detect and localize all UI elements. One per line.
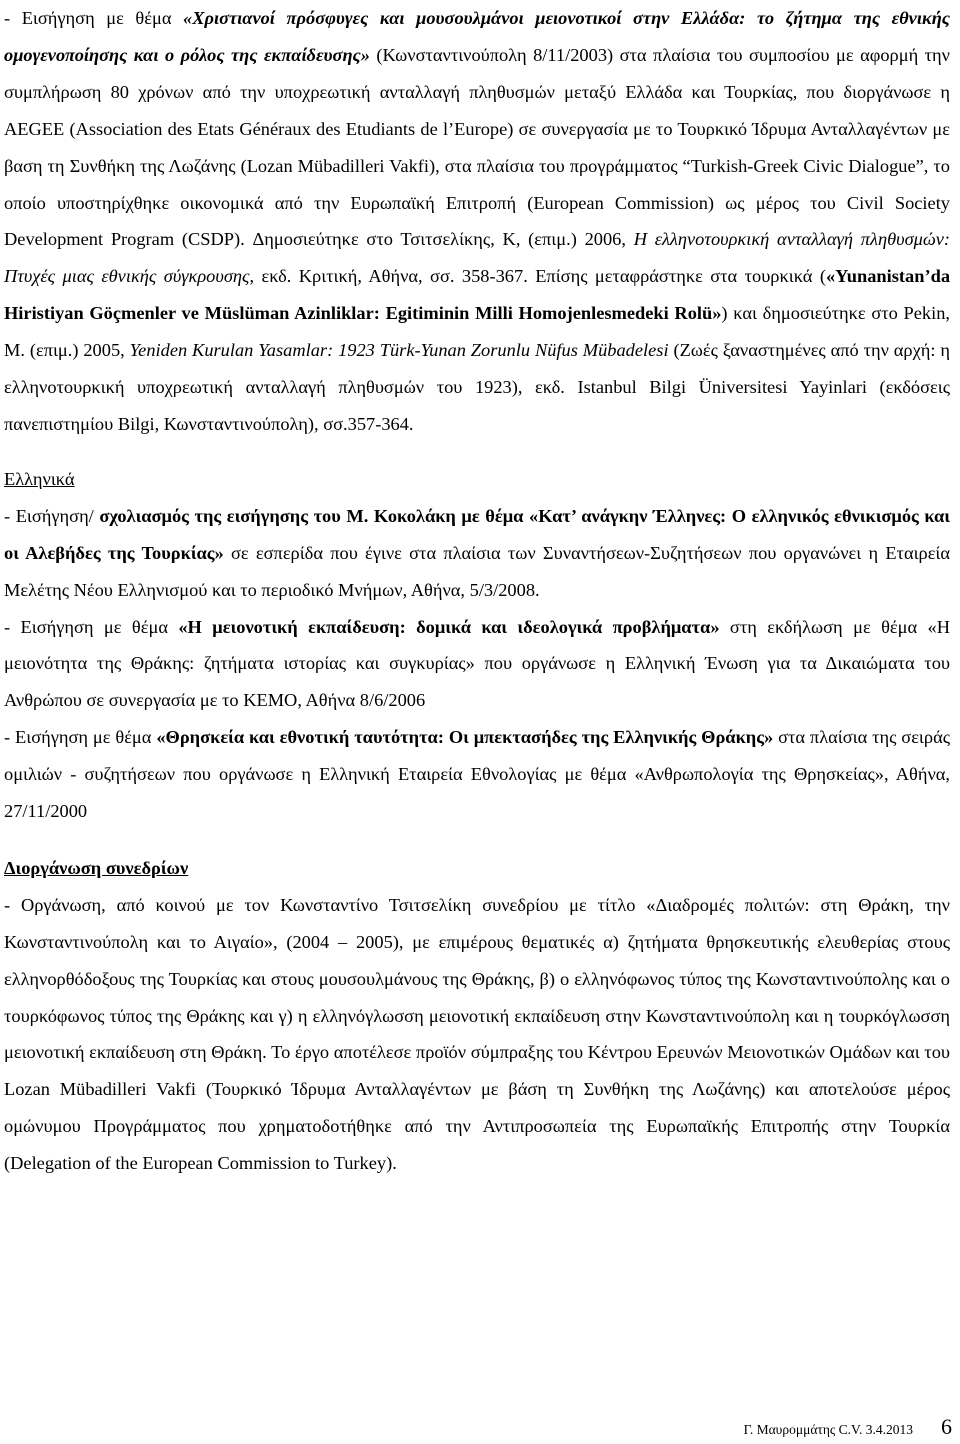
talk-title: «Χριστιανοί πρόσφυγες και μουσουλμάνοι μειονοτικοί στην Ελλάδα: το ζήτημα της εθνικής ομογενοποίησης και ο ρόλος της εκπαίδευσης»	[4, 8, 950, 65]
comment-title: σχολιασμός της εισήγησης του Μ. Κοκολάκη με θέμα «Κατ’ ανάγκην Έλληνες: Ο ελληνικός εθνικισμός και οι Αλεβήδες της Τουρκίας»	[4, 505, 951, 563]
section-heading-greek: Ελληνικά	[4, 468, 75, 489]
page-footer	[744, 1414, 952, 1440]
cv-page	[4, 0, 950, 1182]
paragraph-talk-minority-education: - Εισήγηση με θέμα «Η μειονοτική εκπαίδευση: δομικά και ιδεολογικά προβλήματα» στη εκδήλωση με θέμα «Η μειονότητα της Θράκης: ζητήματα ιστορίας και συγκυρίας» που οργάνωσε η Ελληνική Ένωση για τα Δικαιώματα του Ανθρώπου σε συνεργασία με το ΚΕΜΟ, Αθήνα 8/6/2006	[4, 616, 950, 711]
footer-signature: Γ. Μαυρομμάτης C.V. 3.4.2013	[743, 1422, 913, 1437]
book-title: Η ελληνοτουρκική ανταλλαγή πληθυσμών: Πτυχές μιας εθνικής σύγκρουσης	[4, 229, 950, 287]
paragraph-comment-kokolakis: - Εισήγηση/ σχολιασμός της εισήγησης του Μ. Κοκολάκη με θέμα «Κατ’ ανάγκην Έλληνες: Ο ελληνικός εθνικισμός και οι Αλεβήδες της Τουρκίας» σε εσπερίδα που έγινε στα πλαίσια των Συναντήσεων-Συζητήσεων που οργανώνει η Εταιρεία Μελέτης Νέου Ελληνισμού και το περιοδικό Μνήμων, Αθήνα, 5/3/2008.	[4, 505, 951, 600]
paragraph-talk-religion: - Εισήγηση με θέμα «Θρησκεία και εθνοτική ταυτότητα: Οι μπεκτασήδες της Ελληνικής Θράκης» στα πλαίσια της σειράς ομιλιών - συζητήσεων που οργάνωσε η Ελληνική Εταιρεία Εθνολογίας με θέμα «Ανθρωπολογία της Θρησκείας», Αθήνα, 27/11/2000	[4, 727, 950, 822]
paragraph-talk-refugees: - Εισήγηση με θέμα «Χριστιανοί πρόσφυγες και μουσουλμάνοι μειονοτικοί στην Ελλάδα: το ζήτημα της εθνικής ομογενοποίησης και ο ρόλος της εκπαίδευσης» (Κωνσταντινούπολη 8/11/2003) στα πλαίσια του συμποσίου με αφορμή την συμπλήρωση 80 χρόνων από την υποχρεωτική ανταλλαγή πληθυσμών μεταξύ Ελλάδα και Τουρκίας, που διοργάνωσε η AEGEE (Association des Etats Généraux des Etudiants de l’Europe) σε συνεργασία με το Τουρκικό Ίδρυμα Ανταλλαγέντων με βαση τη Συνθήκη της Λωζάνης (Lozan Mübadilleri Vakfi), στα πλαίσια του προγράμματος “Turkish-Greek Civic Dialogue”, το οποίο υποστηρίχθηκε οικονομικά από την Ευρωπαϊκή Επιτροπή (European Commission) ως μέρος του Civil Society Development Program (CSDP). Δημοσιεύτηκε στο Τσιτσελίκης, Κ, (επιμ.) 2006, Η ελληνοτουρκική ανταλλαγή πληθυσμών: Πτυχές μιας εθνικής σύγκρουσης, εκδ. Κριτική, Αθήνα, σσ. 358-367. Επίσης μεταφράστηκε στα τουρκικά («Yunanistan’da Hiristiyan Göçmenler ve Müslüman Azinliklar: Egitiminin Milli Homojenlesmedeki Rolü») και δημοσιεύτηκε στο Pekin, M. (επιμ.) 2005, Yeniden Kurulan Yasamlar: 1923 Türk-Yunan Zorunlu Nüfus Mübadelesi (Ζωές ξαναστημένες από την αρχή: η ελληνοτουρκική υποχρεωτική ανταλλαγή πληθυσμών του 1923), εκδ. Istanbul Bilgi Üniversitesi Yayinlari (εκδόσεις πανεπιστημίου Bilgi, Κωνσταντινούπολη), σσ.357-364.	[4, 8, 951, 434]
talk-title: «Θρησκεία και εθνοτική ταυτότητα: Οι μπεκτασήδες της Ελληνικής Θράκης»	[156, 727, 774, 748]
page-number: 6	[941, 1414, 952, 1439]
turkish-title: «Yunanistan’da Hiristiyan Göçmenler ve Müslüman Azinliklar: Egitiminin Milli Homojenlesmedeki Rolü»	[4, 266, 951, 324]
paragraph-conference-organization: - Οργάνωση, από κοινού με τον Κωνσταντίνο Τσιτσελίκη συνεδρίου με τίτλο «Διαδρομές πολιτών: στη Θράκη, την Κωνσταντινούπολη και το Αιγαίο», (2004 – 2005), με επιμέρους θεματικές α) ζητήματα θρησκευτικής ελευθερίας στους ελληνορθόδοξους της Τουρκίας και στους μουσουλμάνους της Θράκης, β) ο ελληνόφωνος τύπος της Κωνσταντινούπολης και ο τουρκόφωνος τύπος της Θράκης και γ) η ελληνόγλωσση μειονοτική εκπαίδευση στην Κωνσταντινούπολη και η τουρκόγλωσση μειονοτική εκπαίδευση στη Θράκη. Το έργο αποτέλεσε προϊόν σύμπραξης του Κέντρου Ερευνών Μειονοτικών Ομάδων και του Lozan Mübadilleri Vakfi (Τουρκικό Ίδρυμα Ανταλλαγέντων με βάση τη Συνθήκη της Λωζάνης) και αποτελούσε μέρος ομώνυμου Προγράμματος που χρηματοδοτήθηκε από την Αντιπροσωπεία της Ευρωπαϊκής Επιτροπής στην Τουρκία (Delegation of the European Commission to Turkey).	[4, 894, 950, 1174]
talk-title: «Η μειονοτική εκπαίδευση: δομικά και ιδεολογικά προβλήματα»	[178, 616, 720, 637]
turkish-book-title: Yeniden Kurulan Yasamlar: 1923 Türk-Yunan Zorunlu Nüfus Mübadelesi	[129, 340, 669, 361]
section-heading-conferences: Διοργάνωση συνεδρίων	[4, 857, 189, 878]
